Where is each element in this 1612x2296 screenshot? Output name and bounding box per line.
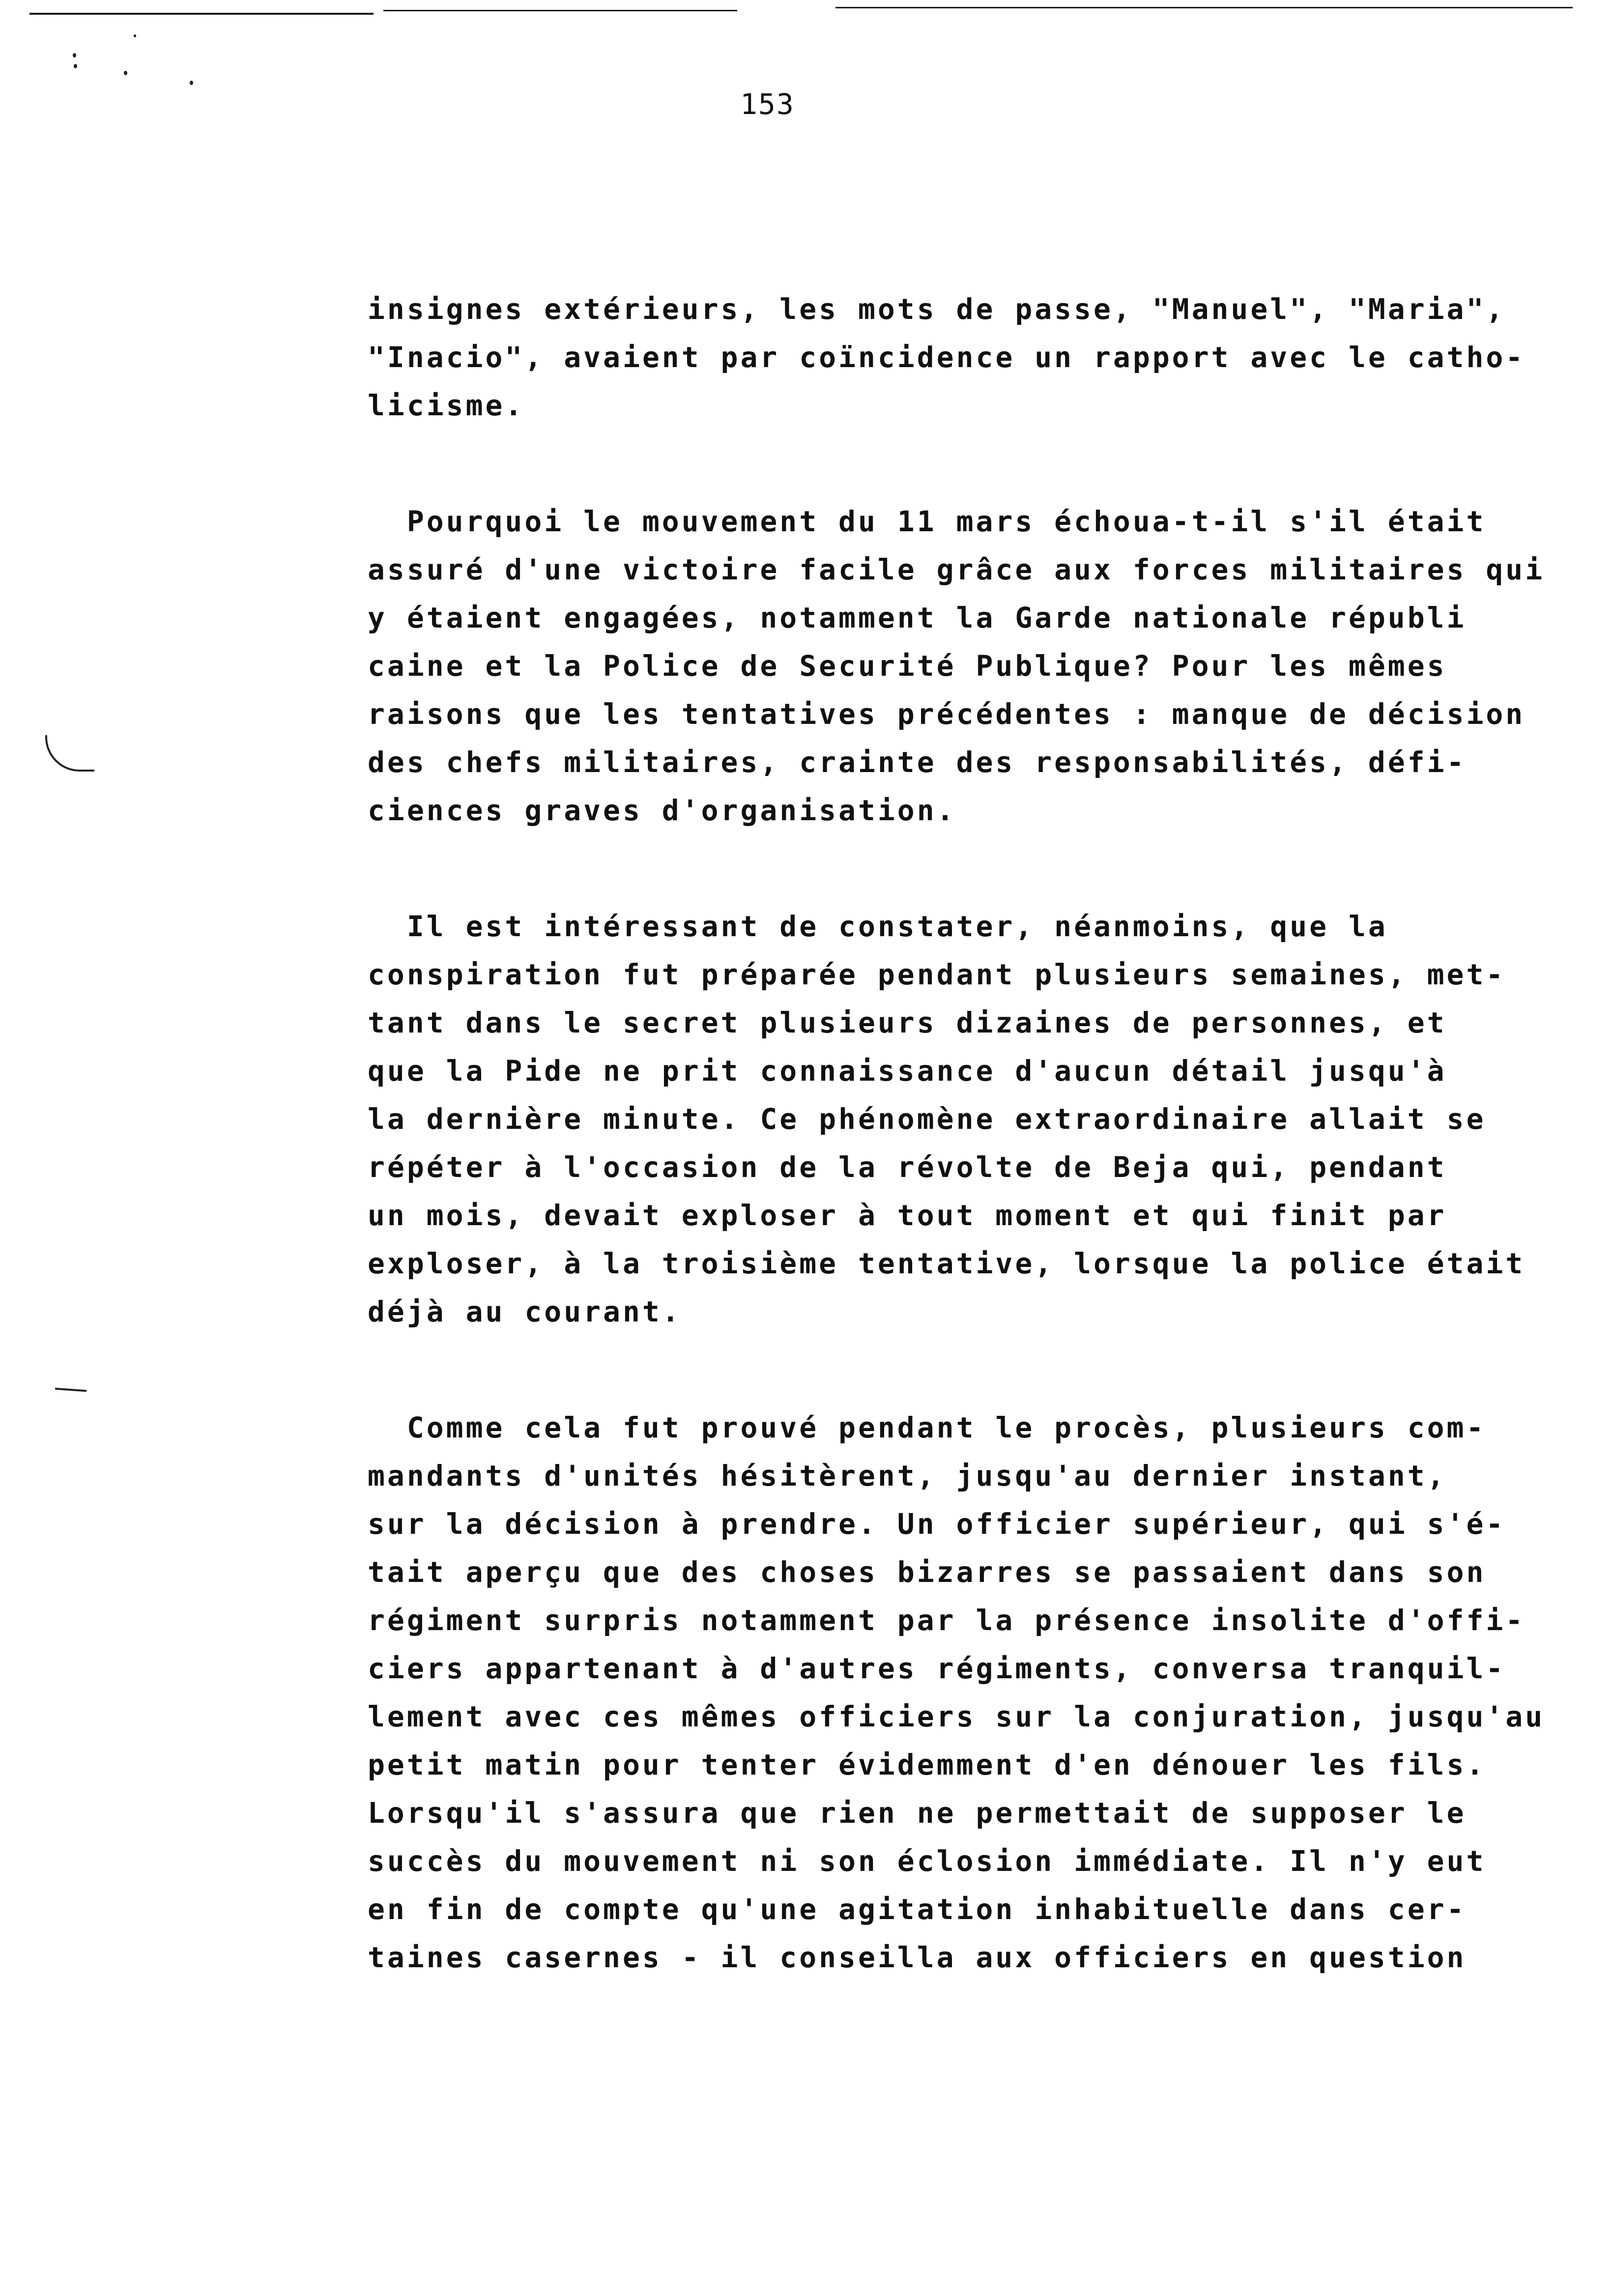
text-line: insignes extérieurs, les mots de passe, "Manuel", "Maria", bbox=[368, 292, 1506, 326]
text-line: mandants d'unités hésitèrent, jusqu'au dernier instant, bbox=[368, 1459, 1447, 1492]
margin-mark-curve bbox=[45, 735, 94, 772]
text-line: petit matin pour tenter évidemment d'en dénouer les fils. bbox=[368, 1748, 1486, 1781]
text-line: ciers appartenant à d'autres régiments, conversa tranquil- bbox=[368, 1652, 1506, 1685]
text-line: Pourquoi le mouvement du 11 mars échoua-t-il s'il était bbox=[368, 505, 1486, 538]
text-line: Comme cela fut prouvé pendant le procès, plusieurs com- bbox=[368, 1411, 1486, 1444]
text-line: des chefs militaires, crainte des responsabilités, défi- bbox=[368, 746, 1467, 779]
scan-speck bbox=[190, 81, 193, 85]
text-line: Il est intéressant de constater, néanmoins, que la bbox=[368, 910, 1388, 943]
text-line: exploser, à la troisième tentative, lorsque la police était bbox=[368, 1247, 1526, 1280]
text-line: Lorsqu'il s'assura que rien ne permettait de supposer le bbox=[368, 1796, 1467, 1830]
body-text bbox=[368, 285, 1557, 2049]
text-line: licisme. bbox=[368, 389, 525, 422]
text-line: que la Pide ne prit connaissance d'aucun détail jusqu'à bbox=[368, 1054, 1447, 1088]
text-line: succès du mouvement ni son éclosion immédiate. Il n'y eut bbox=[368, 1844, 1486, 1878]
paragraph bbox=[368, 285, 1557, 430]
scan-top-rule-1 bbox=[29, 13, 374, 15]
text-line: lement avec ces mêmes officiers sur la conjuration, jusqu'au bbox=[368, 1700, 1545, 1733]
margin-mark-dash bbox=[55, 1388, 86, 1392]
text-line: taines casernes - il conseilla aux officiers en question bbox=[368, 1941, 1467, 1974]
text-line: la dernière minute. Ce phénomène extraordinaire allait se bbox=[368, 1102, 1486, 1136]
text-line: "Inacio", avaient par coïncidence un rapport avec le catho- bbox=[368, 341, 1526, 374]
page-number: 153 bbox=[740, 87, 795, 121]
scan-speck bbox=[73, 53, 76, 57]
text-line: tait aperçu que des choses bizarres se passaient dans son bbox=[368, 1555, 1486, 1589]
paragraph bbox=[368, 902, 1557, 1336]
scan-top-rule-3 bbox=[835, 7, 1573, 8]
text-line: sur la décision à prendre. Un officier supérieur, qui s'é- bbox=[368, 1507, 1506, 1541]
text-line: tant dans le secret plusieurs dizaines de personnes, et bbox=[368, 1006, 1447, 1039]
text-line: conspiration fut préparée pendant plusieurs semaines, met- bbox=[368, 958, 1506, 991]
scan-speck bbox=[124, 71, 127, 75]
paragraph bbox=[368, 497, 1557, 834]
text-line: ciences graves d'organisation. bbox=[368, 794, 956, 827]
text-line: déjà au courant. bbox=[368, 1295, 682, 1328]
text-line: un mois, devait exploser à tout moment et qui finit par bbox=[368, 1199, 1447, 1232]
paragraph bbox=[368, 1404, 1557, 1981]
text-line: raisons que les tentatives précédentes : manque de décision bbox=[368, 697, 1526, 731]
text-line: caine et la Police de Securité Publique? Pour les mêmes bbox=[368, 649, 1447, 683]
text-line: assuré d'une victoire facile grâce aux forces militaires qui bbox=[368, 553, 1545, 586]
scan-speck bbox=[134, 34, 136, 37]
text-line: répéter à l'occasion de la révolte de Beja qui, pendant bbox=[368, 1150, 1447, 1184]
text-line: en fin de compte qu'une agitation inhabituelle dans cer- bbox=[368, 1893, 1467, 1926]
scan-top-rule-2 bbox=[383, 10, 737, 11]
text-line: régiment surpris notamment par la présence insolite d'offi- bbox=[368, 1604, 1526, 1637]
text-line: y étaient engagées, notamment la Garde nationale républi bbox=[368, 601, 1467, 634]
scan-speck bbox=[74, 64, 77, 68]
